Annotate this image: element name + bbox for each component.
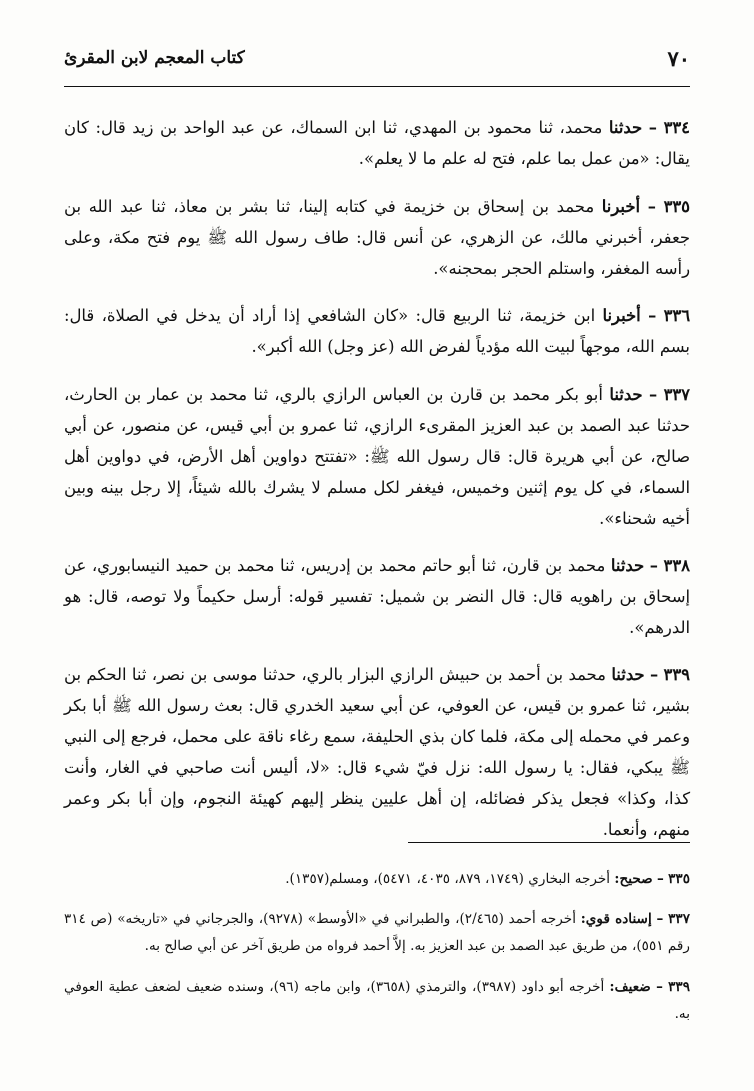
footnotes <box>64 852 690 1032</box>
footnote-number: ٣٣٩ <box>668 978 691 995</box>
hadith-entry-339: ٣٣٩ – حدثنا محمد بن أحمد بن حبيش الرازي البزار بالري، حدثنا موسى بن نصر، ثنا الحكم بن بشير، ثنا عمرو بن قيس، عن العوفي، عن أبي سعيد الخدري قال: بعث رسول الله ﷺ أبا بكر وعمر في محمله إلى مكة، فلما كان بذي الحليفة، سمع رغاء ناقة على محمل، فرجع إلى النبي ﷺ يبكي، فقال: يا رسول الله: نزل فيّ شيء قال: «لا، أليس أنت صاحبي في الغار، وأنت كذا، وكذا» فجعل يذكر فضائله، إن أهل عليين ينظر إليهم كهيئة النجوم، وإن أبا بكر وعمر منهم، وأنعما. <box>64 665 690 840</box>
book-title: كتاب المعجم لابن المقرئ <box>64 48 245 68</box>
entry-number: ٣٣٧ <box>663 384 690 404</box>
footnote-text: أخرجه البخاري (١٧٤٩، ٨٧٩، ٤٠٣٥، ٥٤٧١)، ومسلم(١٣٥٧). <box>285 870 611 887</box>
footnote-grade: صحيح: <box>614 870 653 887</box>
entry-number: ٣٣٤ <box>663 118 690 138</box>
page-header <box>64 46 690 87</box>
footnote-337: ٣٣٧ – إسناده قوي: أخرجه أحمد (٢/٤٦٥)، والطبراني في «الأوسط» (٩٢٧٨)، والجرجاني في «تاريخه» (ص ٣١٤ رقم ٥٥١)، من طريق عبد الصمد بن عبد العزيز به. إلاَّ أحمد فرواه من طريق آخر عن أبي صالح به. <box>64 911 690 955</box>
entry-text: محمد بن إسحاق بن خزيمة في كتابه إلينا، ثنا بشر بن معاذ، ثنا عبد الله بن جعفر، أخبرني مالك، عن الزهري، عن أنس قال: طاف رسول الله ﷺ يوم فتح مكة، وعلى رأسه المغفر، واستلم الحجر بمحجنه». <box>64 196 690 278</box>
entry-lead-word: أخبرنا <box>602 306 641 326</box>
entry-number: ٣٣٥ <box>663 196 690 216</box>
hadith-entry-335: ٣٣٥ – أخبرنا محمد بن إسحاق بن خزيمة في كتابه إلينا، ثنا بشر بن معاذ، ثنا عبد الله بن جعفر، أخبرني مالك، عن الزهري، عن أنس قال: طاف رسول الله ﷺ يوم فتح مكة، وعلى رأسه المغفر، واستلم الحجر بمحجنه». <box>64 196 690 278</box>
entry-number: ٣٣٦ <box>663 306 691 326</box>
footnote-grade: إسناده قوي: <box>580 911 652 928</box>
main-text <box>64 96 690 859</box>
entry-number: ٣٣٨ <box>663 555 690 575</box>
footnote-text: أخرجه أبو داود (٣٩٨٧)، والترمذي (٣٦٥٨)، وابن ماجه (٩٦)، وسنده ضعيف لضعف عطية العوفي به. <box>64 978 690 1022</box>
footnote-grade: ضعيف: <box>609 978 651 995</box>
footnote-divider <box>408 842 690 843</box>
hadith-entry-336: ٣٣٦ – أخبرنا ابن خزيمة، ثنا الربيع قال: «كان الشافعي إذا أراد أن يدخل في الصلاة، قال: بسم الله، موجهاً لبيت الله مؤدياً لفرض الله (عز وجل) الله أكبر». <box>64 306 691 357</box>
entry-text: محمد، ثنا محمود بن المهدي، ثنا ابن السماك، عن عبد الواحد بن زيد قال: كان يقال: «من عمل بما علم، فتح له علم ما لا يعلم». <box>64 118 690 169</box>
hadith-entry-337: ٣٣٧ – حدثنا أبو بكر محمد بن قارن بن العباس الرازي بالري، ثنا محمد بن عمار بن الحارث، حدثنا عبد الصمد بن عبد العزيز المقرىء الرازي، ثنا عمرو بن أبي قيس، عن منصور، عن أبي صالح، عن أبي هريرة قال: قال رسول الله ﷺ: «تفتتح دواوين أهل الأرض، في دواوين أهل السماء، في كل يوم إثنين وخميس، فيغفر لكل مسلم لا يشرك بالله شيئاً، إلا رجل بينه وبين أخيه شحناء». <box>64 384 690 528</box>
entry-lead-word: حدثنا <box>609 384 643 404</box>
hadith-entry-338: ٣٣٨ – حدثنا محمد بن قارن، ثنا أبو حاتم محمد بن إدريس، ثنا محمد بن حميد النيسابوري، عن إسحاق بن راهويه قال: قال النضر بن شميل: تفسير قوله: أرسل حكيماً ولا توصه، قال: هو الدرهم». <box>64 555 690 637</box>
entry-lead-word: حدثنا <box>610 555 645 575</box>
footnote-number: ٣٣٧ <box>668 911 690 928</box>
entry-text: محمد بن قارن، ثنا أبو حاتم محمد بن إدريس، ثنا محمد بن حميد النيسابوري، عن إسحاق بن راهويه قال: قال النضر بن شميل: تفسير قوله: أرسل حكيماً ولا توصه، قال: هو الدرهم». <box>64 555 690 637</box>
entry-text: أبو بكر محمد بن قارن بن العباس الرازي بالري، ثنا محمد بن عمار بن الحارث، حدثنا عبد الصمد بن عبد العزيز المقرىء الرازي، ثنا عمرو بن أبي قيس، عن منصور، عن أبي صالح، عن أبي هريرة قال: قال رسول الله ﷺ: «تفتتح دواوين أهل الأرض، في دواوين أهل السماء، في كل يوم إثنين وخميس، فيغفر لكل مسلم لا يشرك بالله شيئاً، إلا رجل بينه وبين أخيه شحناء». <box>64 384 690 528</box>
footnote-number: ٣٣٥ <box>668 870 690 887</box>
footnote-339: ٣٣٩ – ضعيف: أخرجه أبو داود (٣٩٨٧)، والترمذي (٣٦٥٨)، وابن ماجه (٩٦)، وسنده ضعيف لضعف عطية العوفي به. <box>64 978 691 1022</box>
hadith-entry-334: ٣٣٤ – حدثنا محمد، ثنا محمود بن المهدي، ثنا ابن السماك، عن عبد الواحد بن زيد قال: كان يقال: «من عمل بما علم، فتح له علم ما لا يعلم». <box>64 118 690 169</box>
page-number: ٧٠ <box>667 46 690 71</box>
entry-text: ابن خزيمة، ثنا الربيع قال: «كان الشافعي إذا أراد أن يدخل في الصلاة، قال: بسم الله، موجهاً لبيت الله مؤدياً لفرض الله (عز وجل) الله أكبر». <box>64 306 690 357</box>
footnote-335: ٣٣٥ – صحيح: أخرجه البخاري (١٧٤٩، ٨٧٩، ٤٠٣٥، ٥٤٧١)، ومسلم(١٣٥٧). <box>285 870 690 887</box>
entry-lead-word: حدثنا <box>611 665 645 685</box>
entry-number: ٣٣٩ <box>663 665 690 685</box>
entry-lead-word: حدثنا <box>608 118 643 138</box>
entry-lead-word: أخبرنا <box>601 196 641 216</box>
footnote-text: أخرجه أحمد (٢/٤٦٥)، والطبراني في «الأوسط» (٩٢٧٨)، والجرجاني في «تاريخه» (ص ٣١٤ رقم ٥٥١)، من طريق عبد الصمد بن عبد العزيز به. إلاَّ أحمد فرواه من طريق آخر عن أبي صالح به. <box>64 911 690 955</box>
entry-text: محمد بن أحمد بن حبيش الرازي البزار بالري، حدثنا موسى بن نصر، ثنا الحكم بن بشير، ثنا عمرو بن قيس، عن العوفي، عن أبي سعيد الخدري قال: بعث رسول الله ﷺ أبا بكر وعمر في محمله إلى مكة، فلما كان بذي الحليفة، سمع رغاء ناقة على محمل، فرجع إلى النبي ﷺ يبكي، فقال: يا رسول الله: نزل فيّ شيء قال: «لا، أليس أنت صاحبي في الغار، وأنت كذا، وكذا» فجعل يذكر فضائله، إن أهل عليين ينظر إليهم كهيئة النجوم، وإن أبا بكر وعمر منهم، وأنعما. <box>64 665 690 840</box>
